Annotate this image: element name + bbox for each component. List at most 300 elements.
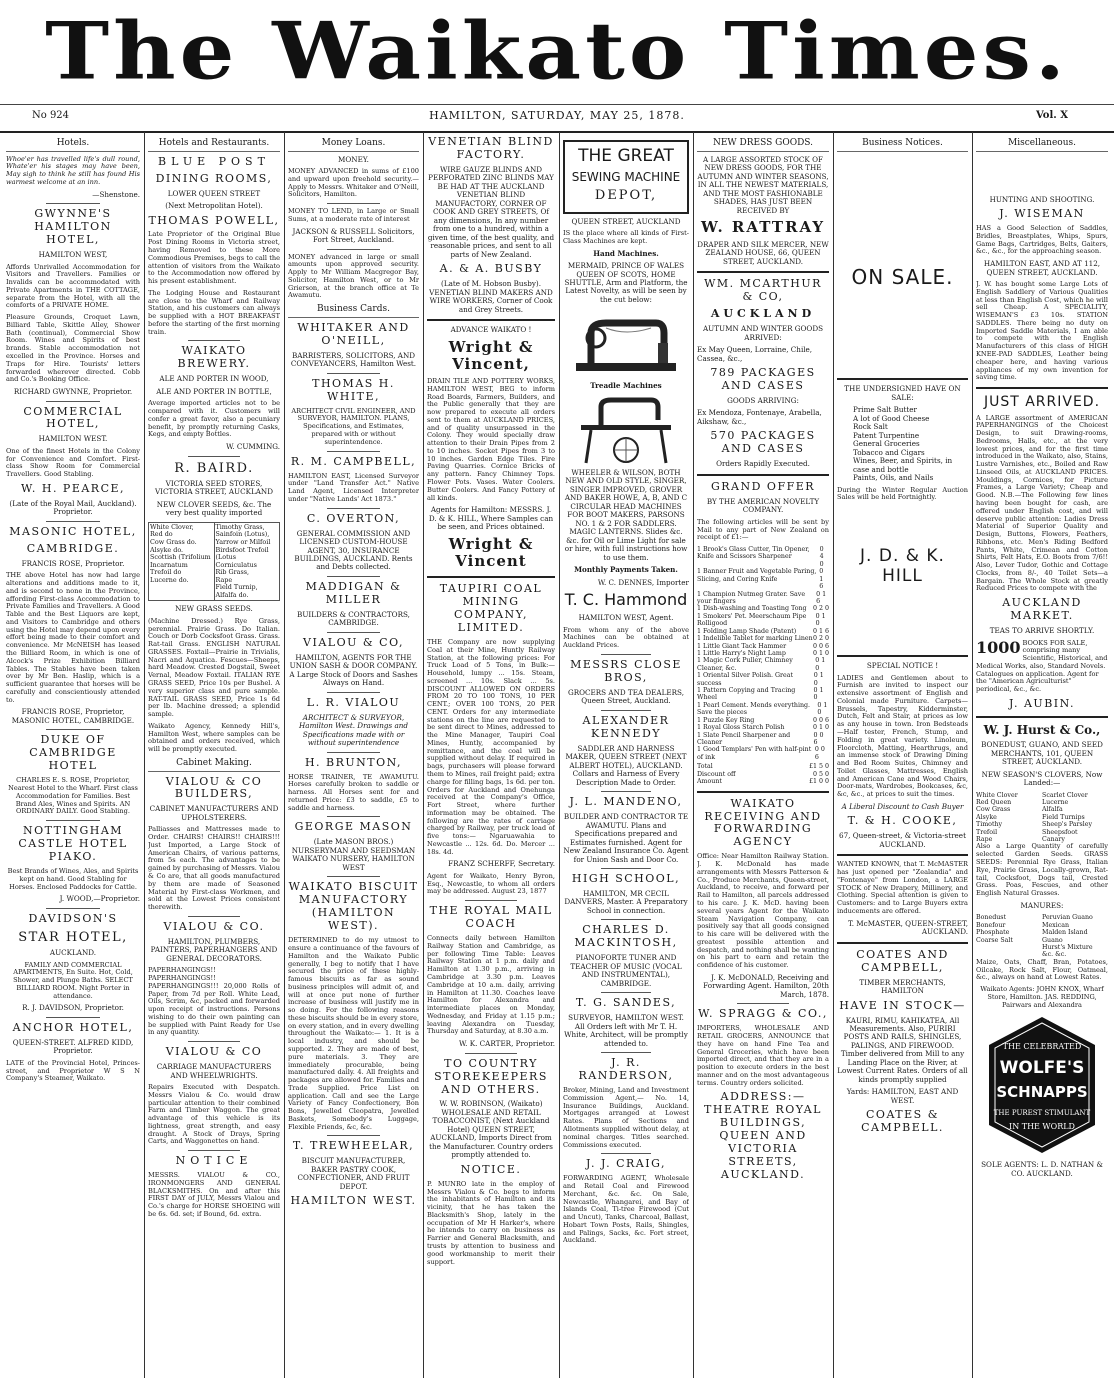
ad-title: NOTTINGHAM CASTLE HOTEL PIAKO. bbox=[18, 824, 128, 864]
seed-list-right bbox=[214, 523, 280, 600]
ad-title: J. WISEMAN bbox=[999, 207, 1085, 221]
ad-signature: JACKSON & RUSSELL Solicitors, Fort Street, Auckland. bbox=[292, 226, 415, 245]
ad-title: 789 PACKAGES AND CASES bbox=[710, 365, 816, 392]
offer-item-text: 1 Pearl Cement. Mends everything. Save the pieces bbox=[697, 701, 811, 717]
divider bbox=[188, 1150, 241, 1151]
offer-item bbox=[697, 657, 829, 672]
ad-signature: J. WOOD,—Proprietor. bbox=[59, 894, 140, 904]
offer-item-price: 0 1 6 bbox=[819, 568, 824, 591]
ad-body: FAMILY AND COMMERCIAL APARTMENTS, En Suite. Hot, Cold, Shower, and Plunge Baths. SELECT BILLIARD ROOM. Night Porter in attendance. bbox=[13, 960, 133, 1000]
ad-body: ARCHITECT & SURVEYOR, Hamilton West. Drawings and Specifications made with or without superintendence bbox=[299, 712, 408, 748]
ad-title: W. H. PEARCE, bbox=[20, 482, 126, 495]
divider bbox=[188, 1041, 241, 1042]
treadle-sewing-machine-illustration bbox=[566, 395, 686, 465]
clover-item: Rape bbox=[976, 836, 993, 844]
divider bbox=[697, 791, 829, 793]
divider bbox=[46, 203, 100, 204]
manure-item: Malden Island Guano bbox=[1042, 929, 1088, 944]
seed-item: Sainfoin (Lotus), bbox=[215, 530, 270, 539]
ad-body: SURVEYOR, HAMILTON WEST. All Orders left with Mr T. H. White, Architect, will be promptly attended to. bbox=[564, 1013, 688, 1048]
ad-body: Connects daily between Hamilton Railway Station and Cambridge, as per following Time Table: Leaves Railway Station at 1 p.m. daily and Hamilton at 1.30 p.m., arriving in Cambridge at 3.30 p.m. Leaves Cambridge at 10 a.m. daily, arriving in Hamilton at 11.30. Coaches leave Hamilton for Alexandra and intermediate places on Monday, Wednesday, and Friday at 1.15 p.m.; leaving Alexandra on Tuesday, Thursday and Saturday, at 8.30 a.m. bbox=[427, 934, 555, 1036]
column-miscellaneous bbox=[976, 136, 1108, 1376]
ad-title: W. SPRAGG & CO., bbox=[698, 1007, 828, 1021]
sale-item: Paints, Oils, and Nails bbox=[853, 473, 934, 483]
ad-title: MADDIGAN & MILLER bbox=[305, 579, 402, 606]
seed-item: (Lotus Corniculatus bbox=[215, 553, 257, 569]
ad-subtitle: HAMILTON WEST. bbox=[290, 1194, 417, 1208]
newspaper-title: The Waikato Times. bbox=[45, 5, 1069, 98]
manure-item: Hurst's Mixture bbox=[1042, 943, 1093, 951]
offer-item bbox=[697, 717, 829, 724]
ad-proprietor: FRANCIS ROSE, Proprietor. bbox=[21, 558, 125, 568]
offer-discount bbox=[697, 771, 829, 778]
ad-body: LADIES and Gentlemen about to Furnish are invited to inspect our extensive assortment of English and Colonial made Furniture. Carpets—Brussels, Tapestry, Kidderminster, Dutch, Felt and Stair, at prices as low as any house in town. Iron Bedsteads—Half tester, French, Stump, and Folding in great variety. Linoleum, Floorcloth, Matting, Hearthrugs, and an immense stock of Drawing Dining and Bed Room Suites, Chimney and Toilet Glasses, Mattresses, English and American Cane and Wood Chairs, Door-mats, Wardrobes, Bookcases, &c, &c, &c., at prices to suit the times. bbox=[837, 673, 968, 799]
ad-subtitle: AUCKLAND. bbox=[49, 948, 97, 958]
ad-title: WAIKATO RECEIVING AND FORWARDING AGENCY bbox=[704, 796, 822, 849]
discount-value: 0 5 0 bbox=[812, 770, 829, 778]
ad-body: MONEY TO LEND, in Large or Small Sums, at a moderate rate of interest bbox=[288, 207, 419, 223]
badge-line: THE PUREST STIMULANT bbox=[993, 1109, 1091, 1118]
column-divider bbox=[833, 132, 834, 1378]
wolfes-schnapps-badge bbox=[987, 1015, 1097, 1155]
ad-body: MERMAID, PRINCE OF WALES QUEEN OF SCOTS, HOME SHUTTLE, Arm and Platform, the Latest Novelty, as will be seen by the cut below: bbox=[564, 261, 688, 304]
ad-title: T. G. SANDES, bbox=[575, 996, 677, 1010]
column-dress-goods bbox=[697, 136, 829, 1376]
offer-item-text: 1 Good Templars' Pen with half-pint of ink bbox=[697, 746, 812, 761]
divider bbox=[837, 854, 968, 856]
divider bbox=[327, 203, 379, 204]
amount-label: Amount bbox=[697, 778, 722, 786]
ad-signature: T. McMASTER, QUEEN-STREET, AUCKLAND. bbox=[848, 918, 968, 937]
ad-body: Waikato Agency, Kennedy Hill's, Hamilton West, where samples can be obtained and orders received, which will be promptly executed. bbox=[148, 721, 280, 754]
offer-item-text: 1 Champion Nutmeg Grater. Save your fingers bbox=[697, 590, 806, 605]
sale-item: Patent Turpentine bbox=[853, 430, 920, 440]
ad-body: Pleasure Grounds, Croquet Lawn, Billiard Table, Skittle Alley, Shower Bath (continual), Commercial Show Room. Wines and Spirits of best brands. Stable accommodation not excelled in the Province. Horses and Traps for Hire. Tourists' letters forwarded wherever directed. Cobb and Co.'s Booking Office. bbox=[6, 313, 140, 384]
ad-subtitle: Monthly Payments Taken. bbox=[574, 565, 678, 575]
section-header: Cabinet Making. bbox=[148, 758, 280, 772]
ad-subtitle: Hand Machines. bbox=[593, 248, 659, 258]
ad-body: PAPERHANGINGS!! PAPERHANGINGS!! PAPERHANGINGS!!! 20,000 Rolls of Paper, from 7d per Roll. White Lead, Oils, Scrim, &c, packed and forwarded upon receipt of instructions. Persons wishing to do their own painting can be supplied with Paint Ready for Use in any quantity. bbox=[148, 966, 280, 1037]
offer-item bbox=[697, 746, 829, 761]
ad-body: Palliasses and Mattresses made to Order. CHAIRS! CHAIRS!! CHAIRS!!! Just Imported, a Large Stock of American Chairs, of various patterns, from 5s each. The advantages to be gained by purchasing of Messrs. Vialou & Co are, that all goods manufactured by them are made of Seasoned Material by First-class Workmen, and sold at the Lowest Prices consistent therewith. bbox=[148, 825, 280, 912]
offer-item bbox=[697, 724, 829, 731]
offer-item-text: 1 Oriental Silver Polish. Great success bbox=[697, 672, 794, 687]
divider bbox=[327, 876, 379, 877]
ad-title: A. & A. BUSBY bbox=[439, 262, 543, 276]
ad-body: Agents for Hamilton: MESSRS. J. D. & K. HILL, Where Samples can be seen, and Prices obtained. bbox=[428, 505, 554, 532]
clover-item: White Clover bbox=[976, 791, 1018, 799]
divider bbox=[427, 319, 555, 321]
ad-subtitle: HAMILTON EAST, AND AT 112, QUEEN STREET, AUCKLAND. bbox=[983, 259, 1101, 277]
ad-title: TO COUNTRY STOREKEEPERS AND OTHERS. bbox=[434, 1056, 548, 1096]
badge-line: THE CELEBRATED bbox=[1002, 1042, 1082, 1052]
ad-subtitle: MONEY. bbox=[338, 154, 369, 164]
ad-title: MASONIC HOTEL, bbox=[9, 524, 137, 538]
ad-subtitle: ALE AND PORTER IN BOTTLE, bbox=[156, 386, 272, 396]
offer-item-price: 0 0 6 bbox=[812, 716, 829, 724]
seed-item: Field Turnip, bbox=[215, 583, 258, 592]
offer-item-text: 1 Pattern Copying and Tracing Wheel bbox=[697, 687, 796, 702]
ad-body: Office: Near Hamilton Railway Station. J. K. McDonald has made arrangements with Messrs Patterson & Co., Produce Merchants, Queen-street, Auckland, to receive, and forward per Rail to Hamilton, all parcels addressed to his care. J. K. McD. having been several years Agent for the Waikato Steam Navigation Company, can positively say that all goods consigned to his care will be delivered with the greatest possible attention and despatch, and nothing shall be wanting on his part to earn and retain the confidence of his customer. bbox=[697, 852, 829, 970]
ad-body: BISCUIT MANUFACTURER, BAKER PASTRY COOK, CONFECTIONER, AND FRUIT DEPOT. bbox=[297, 1156, 410, 1191]
ad-signature: SOLE AGENTS: L. D. NATHAN & CO. AUCKLAND. bbox=[981, 1160, 1103, 1178]
ad-body: GROCERS AND TEA DEALERS, Queen Street, Auckland. bbox=[567, 687, 685, 706]
offer-item-text: 1 Smokers' Pet. Meerschaum Pipe Rolligood bbox=[697, 612, 807, 628]
ad-title: THE ROYAL MAIL COACH bbox=[429, 904, 553, 931]
offer-item-price: 0 1 0 bbox=[812, 724, 829, 732]
ad-body: A LARGE assortment of AMERICAN PAPERHANGINGS of the Choicest Design, to suit Drawing-rooms, Bedrooms, Halls, etc., at the very lowest prices, and for the first time introduced in the Waikato, also, Stains, Lustre Varnishes, etc., Boiled and Raw Linseed Oils, at AUCKLAND PRICES. Mouldings, Cornices, for Picture Frames, a Large Variety; Cheap and Good. N.B.—The Following few lines having been bought for cash, are offered under English cost, and will deserve public attention: Ladies Dress Material of Superior Quality and Design, Buttons, Flowers, Feathers, Ribbons, etc. Men's Riding Bedford Pants, White, Crimean and Cotton Shirts, Felt Hats, E.O. Boots from 7/6!! Also, Lever Tudor, Gothic and Cottage Clocks, from 8/-, 40 Toilet Sets—a Bargain. The Whole Stock at greatly Reduced Prices to compete with the bbox=[976, 413, 1108, 593]
section-header: Business Cards. bbox=[288, 304, 419, 318]
ad-body: Waikato Agents: JOHN KNOX, Wharf Store, Hamilton. JAS. REDDING, Pairwars and Alexandra bbox=[980, 985, 1104, 1009]
manure-list-left bbox=[976, 914, 1042, 959]
divider bbox=[46, 820, 100, 821]
manure-table bbox=[976, 914, 1108, 959]
manure-item: Phosphate bbox=[976, 929, 1010, 937]
ad-signature: FRANCIS ROSE, Proprietor, MASONIC HOTEL, CAMBRIDGE. bbox=[11, 707, 135, 725]
divider bbox=[427, 576, 555, 578]
issue-date: HAMILTON, SATURDAY, MAY 25, 1878. bbox=[429, 109, 685, 122]
offer-item bbox=[697, 605, 829, 612]
sewing-depot-ad bbox=[563, 140, 689, 214]
ad-body: Broker, Mining, Land and Investment Commission Agent,— No. 14, Insurance Buildings, Auckland. Mortgages arranged at Lowest Rates. Plans of Sections and Allotments supplied without delay, at nominal charges. Titles searched. Commissions executed. bbox=[563, 1086, 689, 1149]
ad-subtitle: DINING ROOMS, bbox=[155, 171, 273, 185]
seed-item: Cow Grass do. bbox=[150, 538, 197, 547]
dateline bbox=[0, 104, 1114, 133]
ad-title: WM. MCARTHUR & CO, bbox=[704, 277, 822, 304]
sale-item: Tobacco and Cigars bbox=[853, 447, 925, 457]
ad-body: BARRISTERS, SOLICITORS, AND CONVEYANCERS, Hamilton West. bbox=[290, 350, 417, 369]
ad-body: HAMILTON, MR CECIL DANVERS, Master. A Preparatory School in connection. bbox=[564, 889, 688, 915]
ad-title: ALEXANDER KENNEDY bbox=[582, 713, 670, 740]
ad-title: ANCHOR HOTEL, bbox=[12, 1020, 134, 1034]
seed-item: Lucerne do. bbox=[150, 575, 189, 584]
ad-body: MONEY ADVANCED in sums of £100 and upward upon freehold security.—Apply to Messrs. Whitaker and O'Neill, Solicitors, Hamilton. bbox=[288, 167, 419, 199]
clover-item: Timothy bbox=[976, 821, 1003, 829]
ad-title: NOTICE bbox=[175, 1154, 253, 1168]
ad-signature: W. K. CARTER, Proprietor. bbox=[459, 1039, 555, 1049]
offer-item-text: 1 Little Harry's Night Lamp bbox=[697, 649, 786, 657]
ad-title: W. J. Hurst & Co., bbox=[983, 722, 1101, 737]
ad-body: DRAIN TILE AND POTTERY WORKS, HAMILTON WEST, BEG to inform Road Boards, Farmers, Builders, and the Public generally that they are now prepared to execute all orders sent to them at AUCKLAND PRICES, and of quality unsurpassed in the Colony. They would specially draw attention to their Drain Pipes from 2 to 10 inches. Socket Pipes from 3 to 10 inches. Garden Edge Tiles. Fire Paving Quarries. Cornice Bricks of any pattern. Fancy Chimney Tops. Flower Pots. Vases. Water Coolers. Butter Coolers. And Fancy Pottery of all kinds. bbox=[427, 377, 555, 502]
clover-item: Alsyke bbox=[976, 813, 997, 821]
verse: Whoe'er has travelled life's dull round, Whate'er his stages may have been, May sigh to think he still has found His warmest welcome at an inn. bbox=[6, 154, 140, 186]
ad-subtitle: LOWER QUEEN STREET bbox=[167, 188, 261, 198]
offer-item-text: 1 Indelible Tablet for marking Linen bbox=[697, 635, 813, 643]
column-money-loans bbox=[288, 136, 419, 1376]
ad-title: VIALOU & CO. bbox=[163, 919, 265, 933]
clover-item: Field Turnips bbox=[1042, 813, 1085, 821]
column-hotels-restaurants bbox=[148, 136, 280, 1376]
ad-body: From whom any of the above Machines can be obtained at Auckland Prices. bbox=[563, 625, 689, 650]
badge-line: WOLFE'S bbox=[999, 1058, 1085, 1079]
ad-body: W. W. ROBINSON, (Waikato) WHOLESALE AND RETAIL TOBACCONIST, (Next Auckland Hotel) QUEEN STREET, AUCKLAND, Imports Direct from the Manufacturer. Country orders promptly attended to. bbox=[429, 1099, 553, 1160]
seed-list-left bbox=[149, 523, 214, 600]
books-ad bbox=[976, 637, 1108, 694]
offer-item bbox=[697, 702, 829, 717]
ad-title: T. & H. COOKE, bbox=[847, 814, 958, 828]
ad-title: WAIKATO BISCUIT MANUFACTORY (HAMILTON WEST). bbox=[288, 880, 419, 933]
masthead bbox=[0, 0, 1114, 104]
divider bbox=[601, 992, 651, 993]
clover-item: Cow Grass bbox=[976, 806, 1011, 814]
ad-subtitle: NEW SEASON'S CLOVERS, Now Landed:— bbox=[981, 769, 1103, 788]
badge-line: IN THE WORLD bbox=[1009, 1122, 1075, 1132]
on-sale-title: ON SALE. bbox=[851, 264, 954, 289]
ad-body: TIMBER MERCHANTS, HAMILTON bbox=[859, 977, 946, 996]
seed-item: Alfalfa do. bbox=[215, 590, 249, 599]
ad-title: J. J. CRAIG, bbox=[586, 1157, 666, 1171]
ad-body: Maize, Oats, Chaff, Bran, Potatoes, Oilcake, Rock Salt, Flour, Oatmeal, &c., always on hand at Lowest Rates. bbox=[976, 957, 1108, 982]
divider bbox=[46, 521, 100, 522]
divider bbox=[327, 1135, 379, 1136]
ad-title: THE UNDERSIGNED HAVE ON SALE: bbox=[844, 384, 961, 402]
offer-item-text: 1 Little Giant Tack Hammer bbox=[697, 642, 787, 650]
ad-title: Wright & Vincent bbox=[448, 534, 534, 571]
ad-body: MESSRS. VIALOU & CO., IRONMONGERS AND GENERAL BLACKSMITHS. On and after this FIRST DAY of JULY, Messrs Vialou and Co.'s charge for HORSE SHOEING will be 6s. 6d. set; if Bound, 6d. extra. bbox=[148, 1171, 280, 1218]
ad-body: HAS a Good Selection of Saddles, Bridles, Breastplates, Whips, Spurs, Game Bags, Cartridges, Belts, Gaiters, &c., &c., for the approaching season. bbox=[976, 224, 1108, 256]
divider bbox=[327, 451, 379, 452]
issue-number: No 924 bbox=[32, 110, 70, 121]
ad-title: T. C. Hammond bbox=[564, 590, 688, 610]
divider bbox=[465, 900, 516, 901]
offer-item bbox=[697, 628, 829, 635]
ad-body: ARCHITECT CIVIL ENGINEER, AND SURVEYOR, HAMILTON. PLANS, Specifications, and Estimates, prepared with or without superintendence. bbox=[291, 406, 416, 446]
ad-body: J. W. has bought some Large Lots of English Saddlery of Various Qualities at less than English Cost, which he will sell Cheap. A SPECIALITY, WISEMAN'S £3 10s. STATION SADDLES. There being no duty on Imported Saddle Materials, I am able to compete with the English Manufacturers of this class of HIGH KNEE-PAD SADDLES, Leather being cheaper here, and having various appliances of my own invention for saving time. bbox=[976, 280, 1108, 382]
ad-body: Affords Unrivalled Accommodation for Visitors and Travellers. Families or Invalids can be accommodated with Private Apartments in THE COTTAGE, separate from the Hotel, with all the comforts of a PRIVATE HOME. bbox=[6, 262, 140, 310]
offer-item-text: 1 Royal Gloss Starch Polish bbox=[697, 724, 785, 732]
ad-title: H. BRUNTON, bbox=[304, 755, 403, 769]
offer-item-price: 0 1 0 bbox=[817, 701, 828, 717]
divider bbox=[327, 576, 379, 577]
ad-body: (Machine Dressed.) Rye Grass, perennial. Prairie Grass. Do Italian. Couch or Dorb Cocksfoot Grass. Grass. Rat-tail Grass. ENGLISH NATURAL GRASSES. Foxtail—Prairie in Trivialis, Nacri and Aquatica. Fescues—Sheeps, hard Meadow. Crested Dogstail, Sweet Vernal, Meadow Foxtail. ITALIAN RYE GRASS SEED, Price 10s per Bushel. A very superior class and pure sample. RAT-TAIL GRASS SEED, Price 1s 6d per lb. Machine dressed; a splendid sample. bbox=[148, 616, 280, 719]
spacer bbox=[837, 293, 968, 373]
sale-item: General Groceries bbox=[853, 439, 920, 449]
spacer bbox=[837, 156, 968, 266]
ad-body: WANTED KNOWN, that T. McMASTER has just opened per "Zealandia" and "Fontenaye" from London, a LARGE STOCK of New Drapery, Millinery, and Clothing. Special attention is given to Customers: and to Large Buyers extra inducements are offered. bbox=[837, 860, 968, 915]
ad-body: During the Winter Regular Auction Sales will be held Fortnightly. bbox=[837, 485, 968, 502]
column-business-notices bbox=[837, 136, 968, 1376]
offer-item-price: 0 1 6 bbox=[812, 627, 829, 635]
ad-body: Repairs Executed with Despatch. Messrs Vialou & Co. would draw particular attention to their combined Farm and Timber Waggon. The great advantage of this vehicle is its lightness, great strength, and easy draught. A Stock of Drays, Spring Carts, and Waggonettes on hand. bbox=[148, 1083, 280, 1146]
column-divider bbox=[972, 132, 973, 1378]
ad-title: TAUPIRI COAL MINING COMPANY, LIMITED. bbox=[439, 582, 543, 635]
ad-body: THE Company are now supplying Coal at their Mine, Huntly Railway Station, at the following prices: For Truck Load of 5 Tons, in Bulk:— Household, lumpy ... 15s. Steam, screened ... 10s. Slack ... 5s. DISCOUNT ALLOWED ON ORDERS FROM 20 TO 100 TONS, 10 PER CENT.; OVER 100 TONS, 20 PER CENT. Orders for any intermediate stations on the line are requested to be sent direct to Mines, addressed to the Mine Manager, Taupiri Coal Mines, Huntly, accompanied by remittance, and the coal will be supplied without delay. If required in bags, purchasers will please forward them to Mines, rail freight paid; extra charge for filling bags, 1s 6d. per ton. Orders for Auckland and Onehunga received at the Company's Office, Fort Street, where further information may be obtained. The following are the rates of carriage charged by Railway, per truck load of five tons:— Ngaruawahia to Newcastle ... 12s. 6d. Do. Mercer ... 18s. 4d. bbox=[427, 637, 555, 856]
seed-table bbox=[148, 522, 280, 601]
ad-subtitle: Yards: HAMILTON, EAST AND WEST. bbox=[846, 1087, 959, 1105]
ad-title: VIALOU & CO, bbox=[303, 635, 404, 649]
ad-title: Wright & Vincent, bbox=[448, 337, 534, 374]
seed-item: Trefoil do bbox=[150, 568, 182, 577]
clover-item: Sheepsfoot bbox=[1042, 828, 1078, 836]
clover-list-right bbox=[1042, 792, 1108, 844]
ad-title: 570 PACKAGES AND CASES bbox=[710, 429, 816, 456]
clover-item: Sheep's Parsley bbox=[1042, 821, 1093, 829]
ad-title: STAR HOTEL, bbox=[18, 929, 128, 945]
clover-item: Red Queen bbox=[976, 798, 1012, 806]
ad-signature: RICHARD GWYNNE, Proprietor. bbox=[13, 387, 133, 397]
offer-item bbox=[697, 568, 829, 590]
offer-item bbox=[697, 732, 829, 747]
column-divider bbox=[559, 132, 560, 1378]
column-hotels bbox=[6, 136, 140, 1376]
ad-title: GWYNNE'S HAMILTON HOTEL, bbox=[34, 207, 112, 247]
ad-signature: FRANZ SCHERFF, Secretary. bbox=[448, 859, 555, 869]
ad-title: W. RATTRAY bbox=[700, 218, 826, 236]
ad-body: BUILDER AND CONTRACTOR TE AWAMUTU. Plans and Specifications prepared and Estimates furnished. Agent for New Zealand Insurance Co. Agent for Union Sash and Door Co. bbox=[563, 812, 689, 864]
ad-title: J. D. & K. HILL bbox=[860, 546, 945, 587]
ad-subtitle: HAMILTON WEST, Agent. bbox=[578, 613, 674, 623]
divider bbox=[327, 692, 379, 693]
column-divider bbox=[693, 132, 694, 1378]
clover-item: Trefoil bbox=[976, 828, 998, 836]
column-divider bbox=[284, 132, 285, 1378]
offer-item-price: 0 2 0 bbox=[812, 605, 829, 613]
discount-label: Discount off bbox=[697, 770, 736, 778]
ad-title: VIALOU & CO BUILDERS, bbox=[165, 774, 263, 801]
divider bbox=[327, 508, 379, 509]
hand-sewing-machine-illustration bbox=[566, 308, 686, 378]
clover-table bbox=[976, 792, 1108, 844]
badge-line: SCHNAPPS bbox=[996, 1083, 1088, 1102]
ad-subtitle: TEAS TO ARRIVE SHORTLY. bbox=[989, 626, 1095, 636]
ad-signature: J. K. McDONALD, Receiving and Forwarding Agent. Hamilton, 20th March, 1878. bbox=[703, 972, 829, 999]
divider bbox=[837, 942, 968, 944]
ad-body: (Late of M. Hobson Busby). VENETIAN BLIND MAKERS AND WIRE WORKERS, Corner of Cook and Grey Streets. bbox=[429, 279, 553, 314]
manure-item: Bonefour bbox=[976, 921, 1006, 929]
manure-item: &c. &c. bbox=[1042, 951, 1067, 959]
offer-item-text: 1 Folding Lamp Shade (Patent) bbox=[697, 627, 797, 635]
sale-item: Wines, Beer, and Spirits, in case and bottle bbox=[853, 456, 953, 474]
divider bbox=[188, 456, 241, 457]
ad-body: A LARGE ASSORTED STOCK OF NEW DRESS GOODS, FOR THE AUTUMN AND WINTER SEASONS, IN ALL THE NEWEST MATERIALS, AND THE MOST FASHIONABLE SHADES, HAS JUST BEEN RECEIVED BY bbox=[697, 154, 829, 215]
offer-item-price: 0 1 0 bbox=[812, 649, 829, 657]
ad-body: P. MUNRO late in the employ of Messrs Vialou & Co. begs to inform the inhabitants of Hamilton and its vicinity, that he has taken the Blacksmith's Shop, lately in the occupation of Mr H Harker's, where he intends to carry on business as Farrier and General Blacksmith, and trusts by attention to business and good workmanship to merit their support. bbox=[427, 1179, 555, 1266]
offer-item-price: 0 1 0 bbox=[815, 612, 826, 628]
ad-title: BLUE POST bbox=[158, 154, 270, 168]
ad-title: COATES AND CAMPBELL, bbox=[856, 947, 949, 974]
manure-item: Mexican bbox=[1042, 921, 1070, 929]
ad-subtitle: (Next Metropolitan Hotel). bbox=[165, 201, 263, 211]
ad-subtitle: VICTORIA SEED STORES, VICTORIA STREET, AUCKLAND bbox=[154, 478, 273, 497]
ad-body: MONEY advanced in large or small amounts upon approved security. Apply to Mr William Macgregor Bay, Solicitor, Hamilton West, or to Mr Grierson, at the branch office at Te Awamutu. bbox=[288, 252, 419, 300]
ad-subtitle: HAMILTON, PLUMBERS, PAINTERS, PAPERHANGERS AND GENERAL DECORATORS. bbox=[150, 936, 278, 963]
seed-item: Birdsfoot Trefoil bbox=[215, 545, 269, 554]
ad-body: IMPORTERS, WHOLESALE AND RETAIL GROCERS, ANNOUNCE that they have on hand Fine Tea and General Groceries, which have been imported direct, and that they are in a position to execute orders in the best manner and on the most advantageous terms. Country orders solicited. bbox=[697, 1024, 829, 1087]
ad-title: J. R. RANDERSON, bbox=[578, 1056, 674, 1083]
ad-title: J. L. MANDENO, bbox=[569, 795, 683, 809]
ad-body: (Late MASON BROS.) NURSERYMAN AND SEEDSMAN WAIKATO NURSERY, HAMILTON WEST bbox=[291, 837, 416, 872]
ad-title: C. OVERTON, bbox=[306, 511, 401, 525]
ad-subtitle: MANURES: bbox=[1020, 900, 1064, 910]
ad-body: SADDLER AND HARNESS MAKER, QUEEN STREET (NEXT ALBERT HOTEL), AUCKLAND. Collars and Harness of Every Description Made to Order. bbox=[565, 743, 687, 787]
ad-title: THOMAS POWELL, bbox=[148, 213, 280, 227]
column-sewing bbox=[563, 136, 689, 1376]
divider bbox=[46, 401, 100, 402]
ad-subtitle: QUEEN STREET, AUCKLAND bbox=[571, 216, 681, 226]
books-count: 1000 bbox=[976, 637, 1021, 657]
ad-title: GRAND OFFER bbox=[710, 479, 816, 493]
divider bbox=[46, 908, 100, 909]
ad-subtitle: A Liberal Discount to Cash Buyer bbox=[841, 801, 964, 811]
ad-body: GENERAL COMMISSION AND LICENSED CUSTOM-HOUSE AGENT, 30, INSURANCE BUILDINGS, AUCKLAND. Rents and Debts collected. bbox=[294, 528, 413, 572]
ad-subtitle: ADDRESS:— THEATRE ROYAL BUILDINGS, QUEEN AND VICTORIA STREETS, AUCKLAND. bbox=[704, 1090, 822, 1182]
offer-item bbox=[697, 643, 829, 650]
ad-title: DAVIDSON'S bbox=[28, 911, 118, 925]
amount-value: £1 0 0 bbox=[808, 778, 829, 786]
divider bbox=[737, 1003, 790, 1004]
offer-item-text: 1 Puzzle Key Ring bbox=[697, 716, 755, 724]
divider bbox=[976, 387, 1108, 389]
clover-item: Lucerne bbox=[1042, 798, 1069, 806]
ad-body: Ex May Queen, Lorraine, Chile, Cassea, &c., bbox=[697, 345, 813, 363]
ad-subtitle: ADVANCE WAIKATO ! bbox=[450, 325, 532, 335]
ad-subtitle: ALE AND PORTER IN WOOD, bbox=[159, 374, 269, 384]
ad-body: One of the finest Hotels in the Colony for Convenience and Comfort. First-class Show Room for Commercial Travellers. Good Stabling. bbox=[6, 446, 140, 479]
section-header: Money Loans. bbox=[288, 138, 419, 152]
ad-body: Agent for Waikato, Henry Byron, Esq., Newcastle, to whom all orders may be addressed. August 23, 1877 bbox=[427, 871, 555, 896]
ad-subtitle: (Late of the Royal Mail, Auckland). Proprietor. bbox=[9, 498, 137, 517]
ad-title: COMMERCIAL HOTEL, bbox=[23, 404, 123, 431]
divider bbox=[837, 378, 968, 380]
divider bbox=[327, 816, 379, 817]
ad-body: WIRE GAUZE BLINDS AND PERFORATED ZINC BLINDS MAY BE HAD AT THE AUCKLAND VENETIAN BLIND MANUFACTORY, CORNER OF COOK AND GREY STREETS, Of any dimensions, In any number from one to a hundred, within a given time, of the best quality, and reasonable prices, and sent to all parts of New Zealand. bbox=[427, 164, 555, 259]
ad-subtitle: NEW GRASS SEEDS. bbox=[175, 604, 253, 614]
ad-title: T. TREWHEELAR, bbox=[292, 1139, 415, 1153]
ad-body: The Lodging House and Restaurant are close to the Wharf and Railway Station, and his customers can always be supplied with a HOT BREAKFAST before the starting of the first morning train. bbox=[148, 288, 280, 336]
ad-body: DETERMINED to do my utmost to ensure a continuance of the favours of Hamilton and the Waikato Public generally, I beg to notify that I have secured the price of these highly-famous biscuits as far as sound business principles will admit of, and will at once put none of further increase of business will justify me in so doing. For the following reasons these biscuits should be in every store, on every station, and in every dwelling throughout the Waikato:— 1. It is a local industry, and should be supported. 2. They are made of best, pure materials. 3. They are immediately procurable, being manufactured daily. 4. All freights and packages are allowed for. Families and Trade Supplied. Price List on application. Call and see the Large Variety of Fancy Confectionery, Bon Bons, Jewelled Cleopatra, Jewelled Baskets, Somebody's Luggage, Flexible Friends, &c, &c. bbox=[288, 936, 419, 1131]
seed-item: White Clover, bbox=[150, 522, 194, 531]
ad-signature: COATES & CAMPBELL. bbox=[861, 1108, 944, 1135]
offer-amount bbox=[697, 778, 829, 785]
offer-item-text: 1 Slate Pencil Sharpener and Cleaner bbox=[697, 731, 791, 746]
ad-body: HAMILTON EAST, Licensed Surveyor under "Land Transfer Act." Native Land Agent, Licensed Interpreter under "Native Lands' Act 1873." bbox=[288, 471, 419, 503]
section-header: Hotels and Restaurants. bbox=[148, 138, 280, 152]
offer-item-text: 1 Brook's Glass Cutter, Tin Opener, Knife and Scissors Sharpener bbox=[697, 546, 810, 561]
ad-subtitle: HAMILTON WEST. bbox=[38, 434, 108, 444]
ad-body: PIANOFORTE TUNER AND TEACHER OF MUSIC (VOCAL AND INSTRUMENTAL), CAMBRIDGE. bbox=[570, 953, 682, 988]
divider bbox=[697, 474, 829, 476]
divider bbox=[46, 729, 100, 730]
ad-subtitle: AUTUMN AND WINTER GOODS ARRIVED: bbox=[702, 324, 824, 342]
offer-item-price: 0 0 6 bbox=[814, 746, 825, 761]
ad-body: Average imported articles not to be compared with it. Customers will confer a great favor, also a pecuniary benefit, by promptly returning Casks, Kegs, and empty Bottles. bbox=[148, 399, 280, 439]
ad-body: DRAPER AND SILK MERCER, NEW ZEALAND HOUSE, 66, QUEEN STREET, AUCKLAND. bbox=[697, 239, 829, 266]
divider bbox=[188, 916, 241, 917]
sale-list bbox=[837, 406, 968, 482]
ad-body: BONEDUST, GUANO, AND SEED MERCHANTS, 101, QUEEN STREET, AUCKLAND. bbox=[981, 740, 1103, 767]
offer-item-price: 0 1 0 bbox=[815, 657, 826, 672]
ad-subtitle: HUNTING AND SHOOTING. bbox=[989, 194, 1095, 204]
divider bbox=[46, 1017, 100, 1018]
divider bbox=[601, 868, 651, 869]
ad-body: Best Brands of Wines, Ales, and Spirits kept on hand. Good Stabling for Horses. Enclosed Paddocks for Cattle. bbox=[7, 866, 139, 891]
sale-item: Prime Salt Butter bbox=[853, 405, 917, 415]
clover-item: Canary bbox=[1042, 836, 1065, 844]
offer-item-price: 0 0 6 bbox=[813, 731, 824, 746]
ad-title: THE GREAT bbox=[578, 146, 674, 166]
manure-item: Bonedust bbox=[976, 914, 1007, 922]
ad-body: IS the place where all kinds of First-Class Machines are kept. bbox=[563, 229, 689, 245]
seed-item: Red do bbox=[150, 530, 173, 539]
ad-title: WHITAKER AND O'NEILL, bbox=[297, 320, 410, 347]
offer-item-price: 0 4 0 bbox=[819, 546, 824, 568]
ad-title: SEWING MACHINE bbox=[571, 170, 681, 185]
ad-title: AUCKLAND bbox=[710, 307, 816, 321]
offer-item-price: 0 1 0 bbox=[813, 687, 824, 702]
divider bbox=[601, 1052, 651, 1053]
divider bbox=[601, 710, 651, 711]
ad-subtitle: HAMILTON WEST, bbox=[38, 250, 108, 260]
